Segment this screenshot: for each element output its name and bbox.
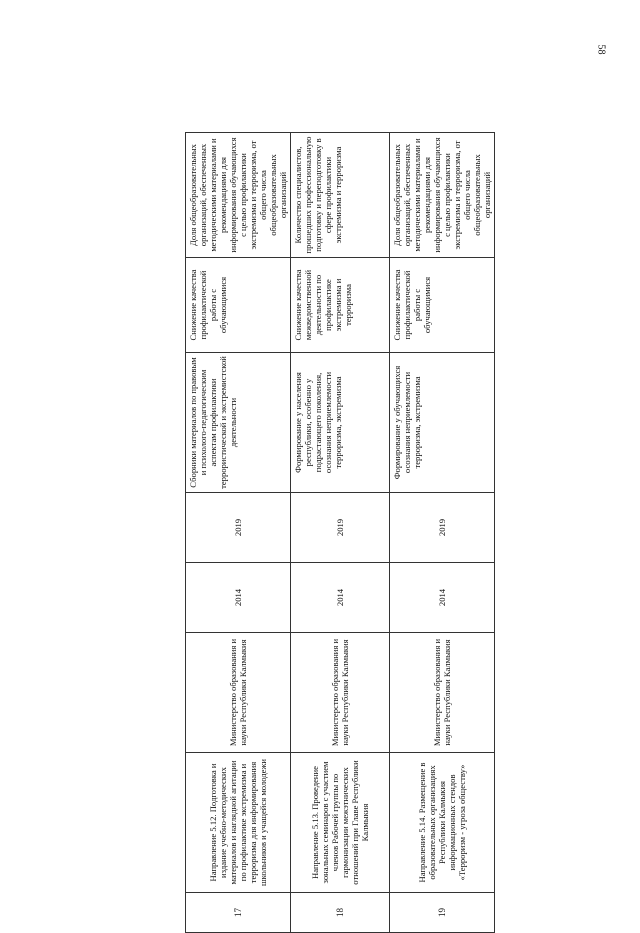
indicator-cell: Доля общеобразовательных организаций, обеспеченных методическими материалами и рекомендациями для информирования обучающихся с целью профилактики экстремизма и терроризма, от общего числа общеобразовательных организаций: [186, 133, 291, 258]
end-year-cell: 2019: [291, 493, 390, 563]
start-year-cell: 2014: [186, 563, 291, 633]
start-year-cell: 2014: [291, 563, 390, 633]
direction-cell: Направление 5.12. Подготовка и издание учебно-методических материалов и наглядной агитации по профилактике экстремизма и терроризма для информирования школьников и учащейся молодежи: [186, 753, 291, 893]
start-year-cell: 2014: [390, 563, 495, 633]
goal-cell: Снижение качества профилактической работы с обучающимися: [186, 258, 291, 353]
table-row: [291, 133, 390, 933]
row-number: 18: [291, 893, 390, 933]
result-cell: Сборники материалов по правовым и психолого-педагогическим аспектам профилактики террористической и экстремистской деятельности: [186, 353, 291, 493]
executor-cell: Министерство образования и науки Республики Калмыкия: [390, 633, 495, 753]
result-cell: Формирование у обучающихся осознания неприемлемости терроризма, экстремизма: [390, 353, 495, 493]
table-row: [390, 133, 495, 933]
indicator-cell: Количество специалистов, прошедших профессиональную подготовку и переподготовку в сфере профилактики экстремизма и терроризма: [291, 133, 390, 258]
rotated-table-container: [185, 133, 492, 933]
row-number: 19: [390, 893, 495, 933]
direction-cell: Направление 5.14. Размещение в образовательных организациях Республики Калмыкия информационных стендов «Терроризм - угроза обществу»: [390, 753, 495, 893]
end-year-cell: 2019: [186, 493, 291, 563]
executor-cell: Министерство образования и науки Республики Калмыкия: [186, 633, 291, 753]
table-row: [186, 133, 291, 933]
end-year-cell: 2019: [390, 493, 495, 563]
executor-cell: Министерство образования и науки Республики Калмыкия: [291, 633, 390, 753]
row-number: 17: [186, 893, 291, 933]
goal-cell: Снижение качества межведомственной деятельности по профилактике экстремизма и терроризма: [291, 258, 390, 353]
page-number: 58: [595, 44, 607, 55]
direction-cell: Направление 5.13. Проведение зональных семинаров с участием членов Рабочей группы по гармонизации межэтнических отношений при Главе Республики Калмыкия: [291, 753, 390, 893]
indicator-cell: Доля общеобразовательных организаций, обеспеченных методическими материалами и рекомендациями для информирования обучающихся с целью профилактики экстремизма и терроризма, от общего числа общеобразовательных организаций: [390, 133, 495, 258]
result-cell: Формирование у населения республики, особенно у подрастающего поколения, осознания неприемлемости терроризма, экстремизма: [291, 353, 390, 493]
goal-cell: Снижение качества профилактической работы с обучающимися: [390, 258, 495, 353]
program-measures-table: [185, 132, 495, 933]
